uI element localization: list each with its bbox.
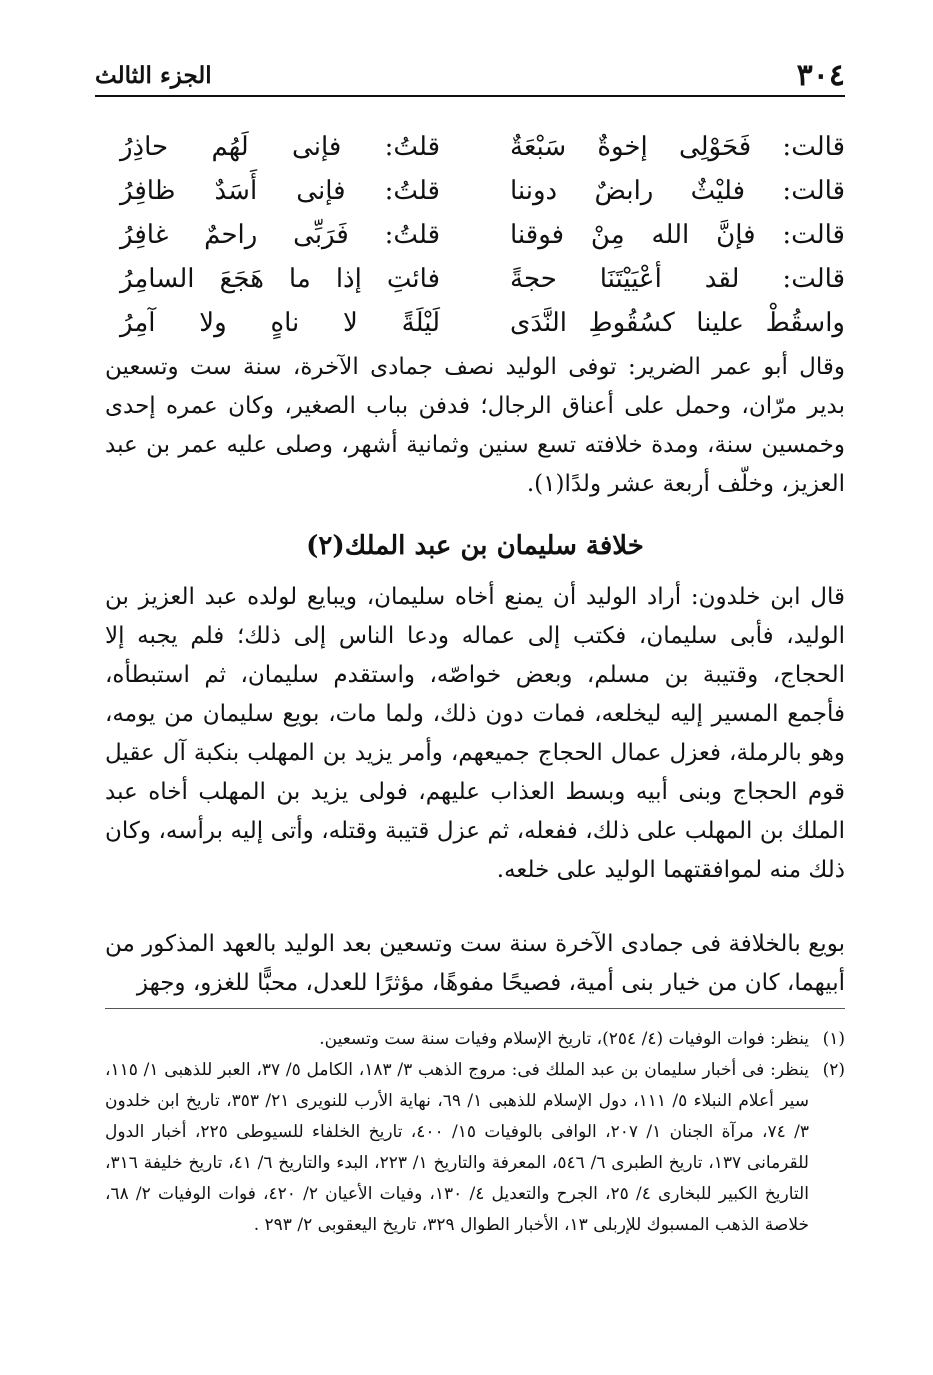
volume-title: الجزء الثالث bbox=[95, 61, 212, 89]
footnote bbox=[105, 1055, 845, 1241]
page-number: ٣٠٤ bbox=[796, 57, 845, 93]
verse-first-hemistich: قالت: لقد أعْيَيْتَنَا حجةً bbox=[510, 264, 845, 294]
verse-second-hemistich: لَيْلَةً لا ناهٍ ولا آمِرُ bbox=[120, 308, 440, 338]
footnote-text: ينظر: فوات الوفيات (٤/ ٢٥٤)، تاريخ الإسلام وفيات سنة ست وتسعين. bbox=[319, 1029, 809, 1049]
poem-verse bbox=[120, 125, 845, 169]
verse-second-hemistich: قلتُ: فإنى لَهُم حاذِرُ bbox=[120, 132, 440, 162]
poem-verse bbox=[120, 301, 845, 345]
verse-second-hemistich: قلتُ: فإنى أَسَدٌ ظافِرُ bbox=[120, 176, 440, 206]
footnote-number: (٢) bbox=[822, 1060, 845, 1080]
poem-verse bbox=[120, 169, 845, 213]
section-title: خلافة سليمان بن عبد الملك(٢) bbox=[306, 531, 644, 561]
page-header bbox=[95, 55, 845, 97]
verse-second-hemistich: فائتِ إذا ما هَجَعَ السامِرُ bbox=[120, 264, 440, 294]
poem-verse bbox=[120, 257, 845, 301]
verse-second-hemistich: قلتُ: فَرَبِّى راحمٌ غافِرُ bbox=[120, 220, 440, 250]
paragraph-accession: بويع بالخلافة فى جمادى الآخرة سنة ست وتسعين بعد الوليد بالعهد المذكور من أبيهما، كان من خيار بنى أمية، فصيحًا مفوهًا، مؤثرًا للعدل، محبًّا للغزو، وجهز bbox=[105, 931, 845, 996]
footnote-divider bbox=[105, 1008, 845, 1009]
footnote bbox=[105, 1024, 845, 1055]
footnotes bbox=[105, 1024, 845, 1241]
paragraph-ibn-khaldun: قال ابن خلدون: أراد الوليد أن يمنع أخاه سليمان، ويبايع لولده عبد العزيز بن الوليد، فأبى سليمان، فكتب إلى عماله ودعا الناس إلى ذلك؛ فلم يجبه إلا الحجاج، وقتيبة بن مسلم، وبعض خواصّه، واستقدم سليمان، ثم استبطأه، فأجمع المسير إليه ليخلعه، فمات دون ذلك، ولما مات، بويع سليمان من يومه، وهو بالرملة، فعزل عمال الحجاج جميعهم، وأمر يزيد بن المهلب بنكبة آل عقيل قوم الحجاج وبنى أبيه وبسط العذاب عليهم، فولى يزيد بن المهلب أخاه عبد الملك بن المهلب على ذلك، ففعله، ثم عزل قتيبة وقتله، وأتى إليه برأسه، وكان ذلك منه لموافقتهما الوليد على خلعه. bbox=[105, 584, 845, 883]
poem bbox=[120, 125, 845, 345]
paragraph-death-of-walid: وقال أبو عمر الضرير: توفى الوليد نصف جمادى الآخرة، سنة ست وتسعين بدير مرّان، وحمل على أعناق الرجال؛ فدفن بباب الصغير، وكان عمره إحدى وخمسين سنة، ومدة خلافته تسع سنين وثمانية أشهر، وصلى عليه عمر بن عبد العزيز، وخلّف أربعة عشر ولدًا(١). bbox=[105, 354, 845, 497]
verse-first-hemistich: قالت: فليْثٌ رابضٌ دوننا bbox=[510, 176, 845, 206]
verse-first-hemistich: قالت: فإنَّ الله مِنْ فوقنا bbox=[510, 220, 845, 250]
footnote-number: (١) bbox=[822, 1029, 845, 1049]
poem-verse bbox=[120, 213, 845, 257]
verse-first-hemistich: واسقُطْ علينا كسُقُوطِ النَّدَى bbox=[510, 308, 845, 338]
footnote-text: ينظر: فى أخبار سليمان بن عبد الملك فى: مروج الذهب ٣/ ١٨٣، الكامل ٥/ ٣٧، العبر للذهبى ١/ ١١٥، سير أعلام النبلاء ٥/ ١١١، دول الإسلام للذهبى ١/ ٦٩، نهاية الأرب للنويرى ٢١/ ٣٥٣، تاريخ ابن خلدون ٣/ ٧٤، مرآة الجنان ١/ ٢٠٧، الوافى بالوفيات ١٥/ ٤٠٠، تاريخ الخلفاء للسيوطى ٢٢٥، أخبار الدول للقرمانى ١٣٧، تاريخ الطبرى ٦/ ٥٤٦، المعرفة والتاريخ ١/ ٢٢٣، البدء والتاريخ ٦/ ٤١، تاريخ خليفة ٣١٦، التاريخ الكبير للبخارى ٤/ ٢٥، الجرح والتعديل ٤/ ١٣٠، وفيات الأعيان ٢/ ٤٢٠، فوات الوفيات ٢/ ٦٨، خلاصة الذهب المسبوك للإربلى ١٣، الأخبار الطوال ٣٢٩، تاريخ اليعقوبى ٢/ ٢٩٣ . bbox=[105, 1060, 810, 1235]
verse-first-hemistich: قالت: فَحَوْلِى إخوةٌ سَبْعَةٌ bbox=[510, 132, 845, 162]
